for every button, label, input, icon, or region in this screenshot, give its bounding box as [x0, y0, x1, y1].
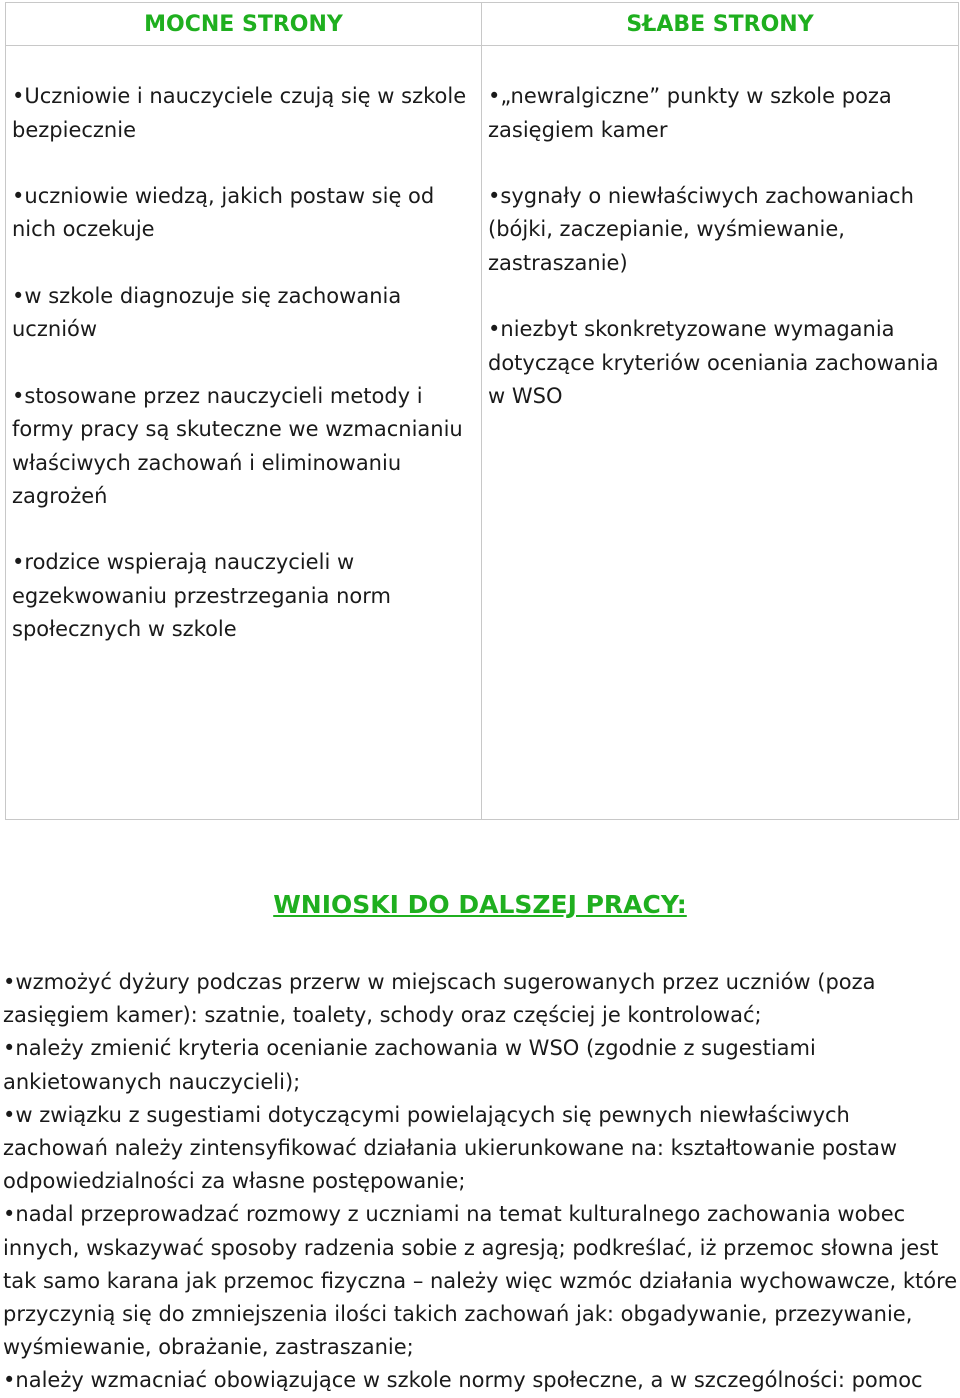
strength-item: • rodzice wspierają nauczycieli w egzekwowaniu przestrzegania norm społecznych w szkole	[12, 546, 478, 646]
strengths-cell	[12, 47, 478, 646]
strengths-header: MOCNE STRONY	[144, 12, 343, 37]
conclusion-item: • wzmożyć dyżury podczas przerw w miejscach sugerowanych przez uczniów (poza zasięgiem kamer): szatnie, toalety, schody oraz częściej je kontrolować;	[3, 966, 958, 1032]
weaknesses-header: SŁABE STRONY	[626, 12, 814, 37]
conclusion-item: • należy zmienić kryteria ocenianie zachowania w WSO (zgodnie z sugestiami ankietowanych nauczycieli);	[3, 1032, 958, 1098]
conclusion-item: • nadal przeprowadzać rozmowy z uczniami na temat kulturalnego zachowania wobec innych, wskazywać sposoby radzenia sobie z agresją; podkreślać, iż przemoc słowna jest tak samo karana jak przemoc fizyczna – należy więc wzmóc działania wychowawcze, które przyczynią się do zmniejszenia ilości takich zachowań jak: obgadywanie, przezywanie, wyśmiewanie, obrażanie, zastraszanie;	[3, 1198, 958, 1364]
weakness-item: • niezbyt skonkretyzowane wymagania dotyczące kryteriów oceniania zachowania w WSO	[488, 313, 956, 413]
conclusions-title: WNIOSKI DO DALSZEJ PRACY:	[273, 890, 687, 919]
swot-table	[5, 2, 959, 820]
conclusions-list	[3, 966, 958, 1398]
strength-item: • Uczniowie i nauczyciele czują się w szkole bezpiecznie	[12, 80, 478, 147]
weakness-item: • sygnały o niewłaściwych zachowaniach (bójki, zaczepianie, wyśmiewanie, zastraszanie)	[488, 180, 956, 280]
column-divider	[481, 3, 482, 819]
strength-item: • stosowane przez nauczycieli metody i formy pracy są skuteczne we wzmacnianiu właściwych zachowań i eliminowaniu zagrożeń	[12, 380, 478, 513]
conclusion-item: • w związku z sugestiami dotyczącymi powielających się pewnych niewłaściwych zachowań należy zintensyfikować działania ukierunkowane na: kształtowanie postaw odpowiedzialności za własne postępowanie;	[3, 1099, 958, 1199]
conclusion-item: • należy wzmacniać obowiązujące w szkole normy społeczne, a w szczególności: pomoc	[3, 1364, 958, 1397]
weaknesses-cell	[488, 47, 956, 413]
strength-item: • uczniowie wiedzą, jakich postaw się od nich oczekuje	[12, 180, 478, 247]
strength-item: • w szkole diagnozuje się zachowania uczniów	[12, 280, 478, 347]
weakness-item: • „newralgiczne” punkty w szkole poza zasięgiem kamer	[488, 80, 956, 147]
